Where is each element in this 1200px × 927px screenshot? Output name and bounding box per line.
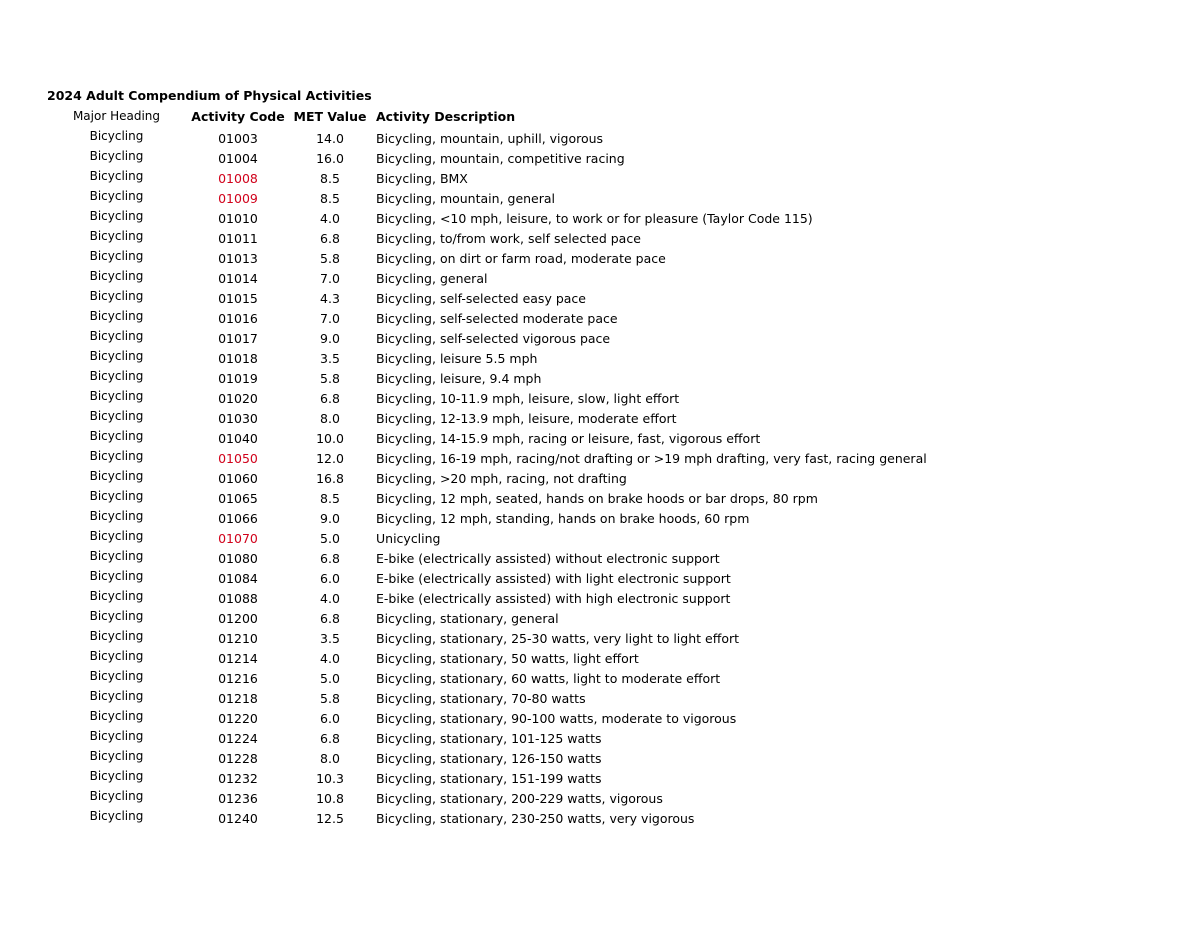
cell-major-heading: Bicycling <box>89 629 144 643</box>
cell-activity-description: Bicycling, mountain, general <box>376 191 556 206</box>
cell-activity-code: 01232 <box>218 771 258 786</box>
cell-activity-code: 01014 <box>218 271 258 286</box>
cell-met-value: 5.0 <box>320 671 340 686</box>
cell-activity-description: Bicycling, BMX <box>376 171 468 186</box>
cell-met-value: 16.8 <box>316 471 344 486</box>
cell-activity-description: Bicycling, stationary, 126-150 watts <box>376 751 602 766</box>
cell-major-heading: Bicycling <box>89 149 144 163</box>
cell-activity-code: 01016 <box>218 311 258 326</box>
cell-major-heading: Bicycling <box>89 369 144 383</box>
header-activity-code: Activity Code <box>191 109 285 124</box>
cell-activity-description: Bicycling, self-selected easy pace <box>376 291 586 306</box>
cell-major-heading: Bicycling <box>89 329 144 343</box>
cell-met-value: 6.8 <box>320 391 340 406</box>
cell-met-value: 8.5 <box>320 491 340 506</box>
cell-met-value: 6.8 <box>320 611 340 626</box>
cell-activity-description: Bicycling, 14-15.9 mph, racing or leisure, fast, vigorous effort <box>376 431 761 446</box>
cell-major-heading: Bicycling <box>89 769 144 783</box>
cell-activity-description: Bicycling, self-selected vigorous pace <box>376 331 611 346</box>
cell-major-heading: Bicycling <box>89 229 144 243</box>
cell-major-heading: Bicycling <box>89 709 144 723</box>
cell-met-value: 6.0 <box>320 571 340 586</box>
cell-activity-code: 01236 <box>218 791 258 806</box>
cell-activity-description: E-bike (electrically assisted) without electronic support <box>376 551 720 566</box>
cell-activity-description: Bicycling, mountain, competitive racing <box>376 151 625 166</box>
cell-major-heading: Bicycling <box>89 749 144 763</box>
cell-met-value: 10.8 <box>316 791 344 806</box>
cell-activity-code: 01013 <box>218 251 258 266</box>
cell-met-value: 16.0 <box>316 151 344 166</box>
cell-major-heading: Bicycling <box>89 549 144 563</box>
cell-major-heading: Bicycling <box>89 289 144 303</box>
header-met-value: MET Value <box>293 109 367 124</box>
cell-major-heading: Bicycling <box>89 589 144 603</box>
cell-activity-description: Bicycling, stationary, 101-125 watts <box>376 731 602 746</box>
cell-met-value: 8.5 <box>320 191 340 206</box>
cell-activity-description: Bicycling, 10-11.9 mph, leisure, slow, light effort <box>376 391 680 406</box>
cell-activity-description: Bicycling, leisure, 9.4 mph <box>376 371 542 386</box>
cell-activity-code: 01017 <box>218 331 258 346</box>
cell-met-value: 4.0 <box>320 651 340 666</box>
cell-activity-code: 01210 <box>218 631 258 646</box>
cell-met-value: 7.0 <box>320 311 340 326</box>
cell-activity-description: Bicycling, stationary, general <box>376 611 559 626</box>
cell-major-heading: Bicycling <box>89 649 144 663</box>
cell-major-heading: Bicycling <box>89 529 144 543</box>
cell-activity-description: Bicycling, leisure 5.5 mph <box>376 351 538 366</box>
cell-met-value: 5.0 <box>320 531 340 546</box>
cell-activity-description: Bicycling, 16-19 mph, racing/not drafting or >19 mph drafting, very fast, racing general <box>376 451 927 466</box>
cell-major-heading: Bicycling <box>89 689 144 703</box>
cell-activity-code: 01008 <box>218 171 258 186</box>
cell-activity-description: Bicycling, stationary, 230-250 watts, very vigorous <box>376 811 695 826</box>
cell-activity-code: 01088 <box>218 591 258 606</box>
cell-activity-description: Bicycling, stationary, 200-229 watts, vigorous <box>376 791 663 806</box>
cell-major-heading: Bicycling <box>89 469 144 483</box>
cell-met-value: 7.0 <box>320 271 340 286</box>
cell-activity-description: Unicycling <box>376 531 441 546</box>
cell-met-value: 12.0 <box>316 451 344 466</box>
cell-activity-code: 01200 <box>218 611 258 626</box>
cell-activity-description: Bicycling, stationary, 70-80 watts <box>376 691 586 706</box>
cell-activity-code: 01218 <box>218 691 258 706</box>
cell-met-value: 6.8 <box>320 551 340 566</box>
cell-major-heading: Bicycling <box>89 609 144 623</box>
cell-met-value: 3.5 <box>320 631 340 646</box>
cell-activity-code: 01066 <box>218 511 258 526</box>
cell-activity-description: Bicycling, stationary, 60 watts, light to moderate effort <box>376 671 721 686</box>
cell-major-heading: Bicycling <box>89 349 144 363</box>
cell-activity-code: 01009 <box>218 191 258 206</box>
cell-met-value: 4.0 <box>320 591 340 606</box>
cell-major-heading: Bicycling <box>89 509 144 523</box>
cell-met-value: 9.0 <box>320 511 340 526</box>
header-activity-description: Activity Description <box>376 109 516 124</box>
cell-activity-code: 01080 <box>218 551 258 566</box>
cell-major-heading: Bicycling <box>89 569 144 583</box>
cell-met-value: 4.0 <box>320 211 340 226</box>
cell-activity-description: Bicycling, general <box>376 271 488 286</box>
cell-major-heading: Bicycling <box>89 309 144 323</box>
cell-major-heading: Bicycling <box>89 209 144 223</box>
cell-major-heading: Bicycling <box>89 249 144 263</box>
cell-met-value: 12.5 <box>316 811 344 826</box>
cell-activity-description: Bicycling, mountain, uphill, vigorous <box>376 131 604 146</box>
cell-activity-code: 01015 <box>218 291 258 306</box>
cell-activity-code: 01214 <box>218 651 258 666</box>
cell-activity-code: 01060 <box>218 471 258 486</box>
cell-activity-description: E-bike (electrically assisted) with light electronic support <box>376 571 731 586</box>
cell-major-heading: Bicycling <box>89 409 144 423</box>
header-major-heading: Major Heading <box>72 109 161 123</box>
cell-major-heading: Bicycling <box>89 789 144 803</box>
cell-major-heading: Bicycling <box>89 189 144 203</box>
cell-met-value: 10.3 <box>316 771 344 786</box>
cell-met-value: 6.8 <box>320 731 340 746</box>
cell-activity-description: Bicycling, stationary, 50 watts, light effort <box>376 651 639 666</box>
cell-activity-code: 01040 <box>218 431 258 446</box>
cell-met-value: 6.8 <box>320 231 340 246</box>
cell-met-value: 10.0 <box>316 431 344 446</box>
cell-activity-code: 01070 <box>218 531 258 546</box>
cell-met-value: 8.0 <box>320 751 340 766</box>
cell-activity-description: Bicycling, <10 mph, leisure, to work or for pleasure (Taylor Code 115) <box>376 211 813 226</box>
cell-activity-code: 01003 <box>218 131 258 146</box>
cell-met-value: 6.0 <box>320 711 340 726</box>
cell-major-heading: Bicycling <box>89 129 144 143</box>
cell-activity-code: 01084 <box>218 571 258 586</box>
cell-met-value: 5.8 <box>320 251 340 266</box>
cell-activity-description: Bicycling, on dirt or farm road, moderate pace <box>376 251 666 266</box>
cell-activity-description: Bicycling, >20 mph, racing, not drafting <box>376 471 627 486</box>
cell-major-heading: Bicycling <box>89 389 144 403</box>
cell-major-heading: Bicycling <box>89 809 144 823</box>
cell-activity-code: 01020 <box>218 391 258 406</box>
cell-major-heading: Bicycling <box>89 729 144 743</box>
page-title: 2024 Adult Compendium of Physical Activities <box>47 88 372 103</box>
cell-activity-code: 01019 <box>218 371 258 386</box>
cell-activity-code: 01011 <box>218 231 258 246</box>
cell-activity-description: Bicycling, 12 mph, standing, hands on brake hoods, 60 rpm <box>376 511 750 526</box>
cell-met-value: 5.8 <box>320 371 340 386</box>
cell-major-heading: Bicycling <box>89 269 144 283</box>
cell-met-value: 4.3 <box>320 291 340 306</box>
cell-major-heading: Bicycling <box>89 489 144 503</box>
cell-activity-description: Bicycling, to/from work, self selected pace <box>376 231 641 246</box>
cell-major-heading: Bicycling <box>89 669 144 683</box>
cell-activity-code: 01004 <box>218 151 258 166</box>
cell-activity-code: 01216 <box>218 671 258 686</box>
cell-activity-code: 01050 <box>218 451 258 466</box>
cell-met-value: 8.0 <box>320 411 340 426</box>
cell-activity-code: 01018 <box>218 351 258 366</box>
cell-activity-description: Bicycling, stationary, 90-100 watts, moderate to vigorous <box>376 711 737 726</box>
cell-activity-code: 01220 <box>218 711 258 726</box>
cell-met-value: 14.0 <box>316 131 344 146</box>
cell-major-heading: Bicycling <box>89 449 144 463</box>
cell-activity-description: Bicycling, stationary, 151-199 watts <box>376 771 602 786</box>
cell-met-value: 3.5 <box>320 351 340 366</box>
cell-activity-code: 01240 <box>218 811 258 826</box>
cell-activity-code: 01010 <box>218 211 258 226</box>
cell-met-value: 5.8 <box>320 691 340 706</box>
cell-activity-code: 01228 <box>218 751 258 766</box>
cell-activity-description: Bicycling, self-selected moderate pace <box>376 311 618 326</box>
cell-met-value: 9.0 <box>320 331 340 346</box>
cell-major-heading: Bicycling <box>89 429 144 443</box>
cell-activity-description: Bicycling, 12-13.9 mph, leisure, moderate effort <box>376 411 677 426</box>
cell-met-value: 8.5 <box>320 171 340 186</box>
cell-activity-code: 01030 <box>218 411 258 426</box>
cell-activity-description: E-bike (electrically assisted) with high electronic support <box>376 591 731 606</box>
cell-activity-description: Bicycling, stationary, 25-30 watts, very light to light effort <box>376 631 740 646</box>
cell-activity-description: Bicycling, 12 mph, seated, hands on brake hoods or bar drops, 80 rpm <box>376 491 818 506</box>
cell-activity-code: 01224 <box>218 731 258 746</box>
cell-activity-code: 01065 <box>218 491 258 506</box>
cell-major-heading: Bicycling <box>89 169 144 183</box>
